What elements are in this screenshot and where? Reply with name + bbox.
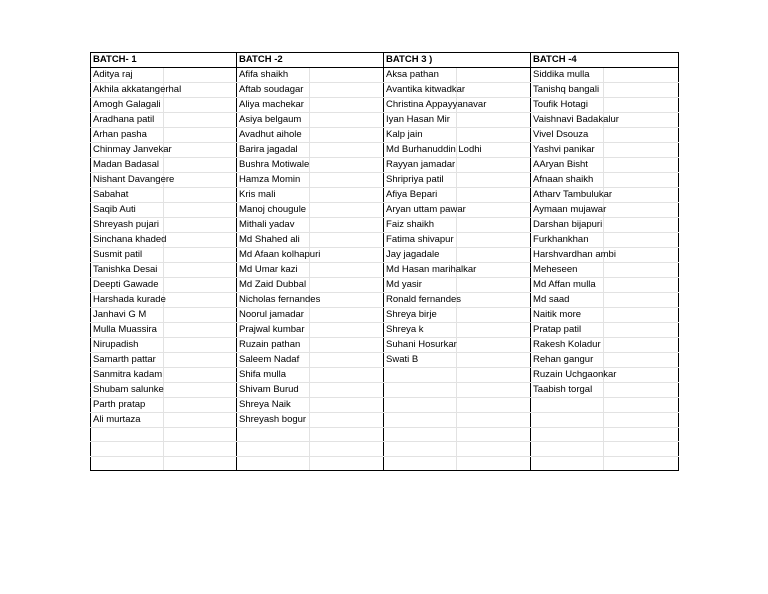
batch-1-blank-cell: [164, 308, 237, 323]
batch-1-header: BATCH- 1: [91, 53, 237, 68]
batch-4-blank-cell: [604, 456, 679, 470]
batch-2-blank-cell: [310, 278, 384, 293]
batch-3-blank-cell: [457, 293, 531, 308]
batch-3-blank-cell: [457, 68, 531, 83]
batch-2-student-name: Noorul jamadar: [237, 308, 310, 323]
batch-4-blank-cell: [604, 128, 679, 143]
batch-table: [90, 52, 679, 471]
table-row: [91, 128, 679, 143]
batch-3-student-name: Suhani Hosurkar: [384, 338, 457, 353]
batch-2-student-name: Manoj chougule: [237, 203, 310, 218]
batch-1-student-name: Tanishka Desai: [91, 263, 164, 278]
batch-4-student-name: Vivel Dsouza: [531, 128, 604, 143]
batch-1-student-name: Sabahat: [91, 188, 164, 203]
batch-2-student-name: Aliya machekar: [237, 98, 310, 113]
batch-1-blank-cell: [164, 98, 237, 113]
batch-1-blank-cell: [164, 323, 237, 338]
batch-2-student-name: Shreya Naik: [237, 398, 310, 413]
batch-2-blank-cell: [310, 428, 384, 442]
batch-3-student-name: [384, 383, 457, 398]
batch-4-student-name: Harshvardhan ambi: [531, 248, 604, 263]
batch-4-student-name: Yashvi panikar: [531, 143, 604, 158]
batch-1-student-name: Sanmitra kadam: [91, 368, 164, 383]
table-row: [91, 233, 679, 248]
batch-3-student-name: Jay jagadale: [384, 248, 457, 263]
batch-3-blank-cell: [457, 233, 531, 248]
batch-3-student-name: Shreya birje: [384, 308, 457, 323]
batch-1-blank-cell: [164, 263, 237, 278]
batch-3-blank-cell: [457, 278, 531, 293]
batch-1-student-name: Chinmay Janvekar: [91, 143, 164, 158]
table-row: [91, 143, 679, 158]
batch-2-student-name: Ruzain pathan: [237, 338, 310, 353]
batch-1-blank-cell: [164, 368, 237, 383]
table-row: [91, 368, 679, 383]
batch-1-blank-cell: [164, 398, 237, 413]
batch-2-student-name: Shivam Burud: [237, 383, 310, 398]
batch-1-blank-cell: [164, 218, 237, 233]
table-row: [91, 323, 679, 338]
batch-2-blank-cell: [310, 383, 384, 398]
batch-1-blank-cell: [164, 143, 237, 158]
batch-3-student-name: Aryan uttam pawar: [384, 203, 457, 218]
batch-3-blank-cell: [457, 442, 531, 456]
table-row: [91, 398, 679, 413]
batch-3-student-name: [384, 413, 457, 428]
batch-3-student-name: Faiz shaikh: [384, 218, 457, 233]
table-row: [91, 413, 679, 428]
batch-2-header: BATCH -2: [237, 53, 384, 68]
batch-4-header: BATCH -4: [531, 53, 679, 68]
batch-4-blank-cell: [604, 278, 679, 293]
table-row: [91, 188, 679, 203]
batch-2-blank-cell: [310, 398, 384, 413]
table-row: [91, 428, 679, 442]
batch-4-student-name: [531, 456, 604, 470]
batch-2-student-name: Saleem Nadaf: [237, 353, 310, 368]
batch-1-blank-cell: [164, 113, 237, 128]
batch-2-student-name: Md Zaid Dubbal: [237, 278, 310, 293]
batch-2-blank-cell: [310, 338, 384, 353]
table-row: [91, 113, 679, 128]
batch-4-student-name: Toufik Hotagi: [531, 98, 604, 113]
batch-2-student-name: Afifa shaikh: [237, 68, 310, 83]
batch-4-student-name: Siddika mulla: [531, 68, 604, 83]
batch-4-blank-cell: [604, 218, 679, 233]
batch-3-student-name: Fatima shivapur: [384, 233, 457, 248]
batch-2-student-name: Md Shahed ali: [237, 233, 310, 248]
table-row: [91, 203, 679, 218]
batch-3-student-name: Md yasir: [384, 278, 457, 293]
batch-1-student-name: Arhan pasha: [91, 128, 164, 143]
batch-4-student-name: AAryan Bisht: [531, 158, 604, 173]
batch-1-student-name: Sinchana khaded: [91, 233, 164, 248]
batch-1-student-name: Samarth pattar: [91, 353, 164, 368]
batch-3-student-name: Iyan Hasan Mir: [384, 113, 457, 128]
batch-3-student-name: Rayyan jamadar: [384, 158, 457, 173]
batch-2-blank-cell: [310, 143, 384, 158]
batch-1-blank-cell: [164, 293, 237, 308]
table-row: [91, 308, 679, 323]
batch-2-blank-cell: [310, 263, 384, 278]
batch-3-student-name: Ronald fernandes: [384, 293, 457, 308]
batch-4-blank-cell: [604, 293, 679, 308]
batch-3-blank-cell: [457, 203, 531, 218]
batch-3-student-name: Md Hasan marihalkar: [384, 263, 457, 278]
batch-4-student-name: [531, 442, 604, 456]
batch-4-student-name: [531, 413, 604, 428]
table-row: [91, 353, 679, 368]
batch-1-blank-cell: [164, 203, 237, 218]
batch-4-student-name: Furkhankhan: [531, 233, 604, 248]
table-row: [91, 83, 679, 98]
batch-1-student-name: Ali murtaza: [91, 413, 164, 428]
batch-1-blank-cell: [164, 353, 237, 368]
batch-1-student-name: [91, 442, 164, 456]
batch-table-body: [91, 68, 679, 471]
batch-4-student-name: Darshan bijapuri: [531, 218, 604, 233]
batch-2-student-name: Avadhut aihole: [237, 128, 310, 143]
batch-2-blank-cell: [310, 173, 384, 188]
table-row: [91, 456, 679, 470]
table-row: [91, 68, 679, 83]
batch-1-student-name: Deepti Gawade: [91, 278, 164, 293]
batch-1-student-name: Janhavi G M: [91, 308, 164, 323]
batch-1-student-name: Saqib Auti: [91, 203, 164, 218]
batch-4-student-name: Naitik more: [531, 308, 604, 323]
batch-3-student-name: Aksa pathan: [384, 68, 457, 83]
batch-2-blank-cell: [310, 98, 384, 113]
batch-1-student-name: Shreyash pujari: [91, 218, 164, 233]
batch-3-blank-cell: [457, 128, 531, 143]
batch-2-student-name: Nicholas fernandes: [237, 293, 310, 308]
batch-4-blank-cell: [604, 323, 679, 338]
batch-2-student-name: [237, 428, 310, 442]
batch-1-student-name: Aradhana patil: [91, 113, 164, 128]
batch-2-blank-cell: [310, 233, 384, 248]
batch-2-blank-cell: [310, 158, 384, 173]
batch-2-blank-cell: [310, 413, 384, 428]
batch-1-blank-cell: [164, 413, 237, 428]
batch-4-student-name: Meheseen: [531, 263, 604, 278]
batch-1-blank-cell: [164, 173, 237, 188]
batch-2-blank-cell: [310, 188, 384, 203]
batch-3-student-name: [384, 456, 457, 470]
batch-2-blank-cell: [310, 83, 384, 98]
batch-3-blank-cell: [457, 188, 531, 203]
batch-2-student-name: Shifa mulla: [237, 368, 310, 383]
table-row: [91, 158, 679, 173]
batch-4-blank-cell: [604, 428, 679, 442]
batch-4-student-name: Afnaan shaikh: [531, 173, 604, 188]
batch-4-student-name: Aymaan mujawar: [531, 203, 604, 218]
batch-4-blank-cell: [604, 263, 679, 278]
batch-1-blank-cell: [164, 456, 237, 470]
batch-1-student-name: Nishant Davangere: [91, 173, 164, 188]
batch-2-student-name: Hamza Momin: [237, 173, 310, 188]
batch-1-blank-cell: [164, 428, 237, 442]
batch-4-student-name: Atharv Tambulukar: [531, 188, 604, 203]
batch-2-blank-cell: [310, 456, 384, 470]
batch-3-blank-cell: [457, 113, 531, 128]
batch-4-student-name: Ruzain Uchgaonkar: [531, 368, 604, 383]
batch-1-student-name: Shubam salunke: [91, 383, 164, 398]
batch-4-blank-cell: [604, 173, 679, 188]
batch-4-student-name: Vaishnavi Badakalur: [531, 113, 604, 128]
batch-4-student-name: Md Affan mulla: [531, 278, 604, 293]
table-row: [91, 263, 679, 278]
batch-4-blank-cell: [604, 353, 679, 368]
batch-2-blank-cell: [310, 203, 384, 218]
batch-1-student-name: Harshada kurade: [91, 293, 164, 308]
batch-3-student-name: [384, 442, 457, 456]
batch-2-blank-cell: [310, 128, 384, 143]
batch-4-blank-cell: [604, 68, 679, 83]
batch-3-blank-cell: [457, 83, 531, 98]
batch-3-blank-cell: [457, 248, 531, 263]
table-row: [91, 293, 679, 308]
batch-4-blank-cell: [604, 338, 679, 353]
batch-3-blank-cell: [457, 353, 531, 368]
batch-3-blank-cell: [457, 456, 531, 470]
batch-2-student-name: Kris mali: [237, 188, 310, 203]
batch-3-blank-cell: [457, 173, 531, 188]
batch-3-student-name: Avantika kitwadkar: [384, 83, 457, 98]
batch-2-blank-cell: [310, 218, 384, 233]
batch-2-blank-cell: [310, 68, 384, 83]
batch-2-blank-cell: [310, 442, 384, 456]
table-row: [91, 98, 679, 113]
batch-1-blank-cell: [164, 68, 237, 83]
batch-2-student-name: Barira jagadal: [237, 143, 310, 158]
batch-3-student-name: Afiya Bepari: [384, 188, 457, 203]
batch-3-blank-cell: [457, 323, 531, 338]
batch-2-student-name: Mithali yadav: [237, 218, 310, 233]
batch-3-student-name: [384, 398, 457, 413]
batch-4-student-name: Pratap patil: [531, 323, 604, 338]
batch-4-blank-cell: [604, 413, 679, 428]
batch-1-blank-cell: [164, 248, 237, 263]
header-row: [91, 53, 679, 68]
batch-1-blank-cell: [164, 338, 237, 353]
batch-3-blank-cell: [457, 398, 531, 413]
batch-4-blank-cell: [604, 158, 679, 173]
batch-2-student-name: Bushra Motiwale: [237, 158, 310, 173]
batch-2-student-name: Aftab soudagar: [237, 83, 310, 98]
table-row: [91, 173, 679, 188]
batch-4-blank-cell: [604, 442, 679, 456]
batch-3-blank-cell: [457, 428, 531, 442]
batch-2-student-name: Md Afaan kolhapuri: [237, 248, 310, 263]
batch-3-blank-cell: [457, 158, 531, 173]
table-row: [91, 383, 679, 398]
batch-2-blank-cell: [310, 323, 384, 338]
batch-3-blank-cell: [457, 338, 531, 353]
batch-4-blank-cell: [604, 83, 679, 98]
batch-3-header: BATCH 3 ): [384, 53, 531, 68]
batch-3-student-name: [384, 368, 457, 383]
batch-1-student-name: Akhila akkatangerhal: [91, 83, 164, 98]
batch-4-student-name: Md saad: [531, 293, 604, 308]
batch-1-blank-cell: [164, 128, 237, 143]
batch-4-blank-cell: [604, 188, 679, 203]
batch-4-blank-cell: [604, 383, 679, 398]
batch-2-student-name: Asiya belgaum: [237, 113, 310, 128]
batch-2-blank-cell: [310, 353, 384, 368]
batch-3-blank-cell: [457, 368, 531, 383]
batch-1-blank-cell: [164, 233, 237, 248]
batch-4-student-name: Rakesh Koladur: [531, 338, 604, 353]
batch-4-student-name: [531, 428, 604, 442]
batch-2-blank-cell: [310, 113, 384, 128]
batch-1-student-name: Aditya raj: [91, 68, 164, 83]
batch-2-student-name: Prajwal kumbar: [237, 323, 310, 338]
batch-1-student-name: [91, 428, 164, 442]
batch-1-student-name: Nirupadish: [91, 338, 164, 353]
batch-3-student-name: Shreya k: [384, 323, 457, 338]
batch-4-blank-cell: [604, 203, 679, 218]
table-row: [91, 278, 679, 293]
batch-3-blank-cell: [457, 413, 531, 428]
table-row: [91, 442, 679, 456]
batch-2-blank-cell: [310, 368, 384, 383]
batch-1-student-name: Amogh Galagali: [91, 98, 164, 113]
batch-1-blank-cell: [164, 278, 237, 293]
batch-1-student-name: [91, 456, 164, 470]
batch-1-blank-cell: [164, 383, 237, 398]
batch-3-student-name: Md Burhanuddin Lodhi: [384, 143, 457, 158]
batch-1-blank-cell: [164, 158, 237, 173]
batch-2-student-name: [237, 456, 310, 470]
batch-4-blank-cell: [604, 98, 679, 113]
batch-3-blank-cell: [457, 308, 531, 323]
table-row: [91, 218, 679, 233]
batch-1-student-name: Parth pratap: [91, 398, 164, 413]
batch-2-blank-cell: [310, 293, 384, 308]
batch-3-student-name: Christina Appayyanavar: [384, 98, 457, 113]
batch-4-blank-cell: [604, 398, 679, 413]
batch-2-blank-cell: [310, 308, 384, 323]
batch-4-student-name: Taabish torgal: [531, 383, 604, 398]
batch-2-student-name: [237, 442, 310, 456]
table-row: [91, 338, 679, 353]
batch-4-student-name: Tanishq bangali: [531, 83, 604, 98]
batch-3-blank-cell: [457, 383, 531, 398]
batch-3-student-name: Shripriya patil: [384, 173, 457, 188]
batch-2-student-name: Shreyash bogur: [237, 413, 310, 428]
batch-4-blank-cell: [604, 233, 679, 248]
batch-3-student-name: [384, 428, 457, 442]
batch-2-student-name: Md Umar kazi: [237, 263, 310, 278]
batch-4-student-name: Rehan gangur: [531, 353, 604, 368]
batch-4-blank-cell: [604, 308, 679, 323]
table-row: [91, 248, 679, 263]
batch-4-blank-cell: [604, 143, 679, 158]
batch-4-student-name: [531, 398, 604, 413]
batch-1-student-name: Mulla Muassira: [91, 323, 164, 338]
batch-3-student-name: Kalp jain: [384, 128, 457, 143]
batch-1-blank-cell: [164, 442, 237, 456]
batch-1-blank-cell: [164, 188, 237, 203]
batch-2-blank-cell: [310, 248, 384, 263]
batch-1-student-name: Madan Badasal: [91, 158, 164, 173]
batch-3-blank-cell: [457, 218, 531, 233]
batch-1-student-name: Susmit patil: [91, 248, 164, 263]
batch-3-student-name: Swati B: [384, 353, 457, 368]
